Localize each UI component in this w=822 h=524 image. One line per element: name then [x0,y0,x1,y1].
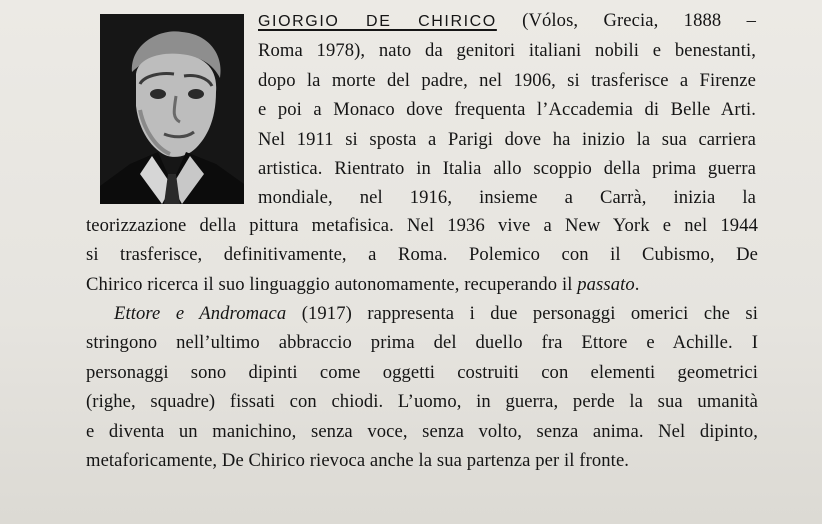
artwork-paragraph [86,299,758,475]
bio-line-9: si trasferisce, definitivamente, a Roma. Polemico con il Cubismo, De [86,244,758,266]
portrait-photo [100,14,244,204]
biography-wrapped-text [258,6,756,213]
bio-line-1: GIORGIO DE CHIRICO (Vólos, Grecia, 1888 – [258,10,756,31]
art-line-3: personaggi sono dipinti come oggetti costruiti con elementi geometrici [86,361,758,383]
art-line-1: Ettore e Andromaca (1917) rappresenta i due personaggi omerici che si [114,303,758,324]
bio-line-2: Roma 1978), nato da genitori italiani nobili e benestanti, [258,40,756,62]
art-line-6: metaforicamente, De Chirico rievoca anche la sua partenza per il fronte. [86,450,630,472]
art-line-4: (righe, squadre) fissati con chiodi. L’uomo, in guerra, perde la sua umanità [86,391,758,413]
bio-line-3: dopo la morte del padre, nel 1906, si trasferisce a Firenze [258,69,756,91]
bio-line-4: e poi a Monaco dove frequenta l’Accademia di Belle Arti. [258,99,756,121]
art-line-2: stringono nell’ultimo abbraccio prima del duello fra Ettore e Achille. I [86,332,758,354]
bio-line-10: Chirico ricerca il suo linguaggio autonomamente, recuperando il passato. [86,273,640,295]
bio-line-8: teorizzazione della pittura metafisica. Nel 1936 vive a New York e nel 1944 [86,215,758,236]
artist-name: GIORGIO DE CHIRICO [258,13,497,30]
bio-line-6: artistica. Rientrato in Italia allo scoppio della prima guerra [258,158,756,180]
artwork-title: Ettore e Andromaca [114,303,287,324]
bio-line-5: Nel 1911 si sposta a Parigi dove ha inizio la sua carriera [258,128,756,150]
bio-line-7: mondiale, nel 1916, insieme a Carrà, inizia la [258,187,756,209]
art-line-5: e diventa un manichino, senza voce, senza volto, senza anima. Nel dipinto, [86,420,758,442]
biography-full-text [86,211,758,299]
